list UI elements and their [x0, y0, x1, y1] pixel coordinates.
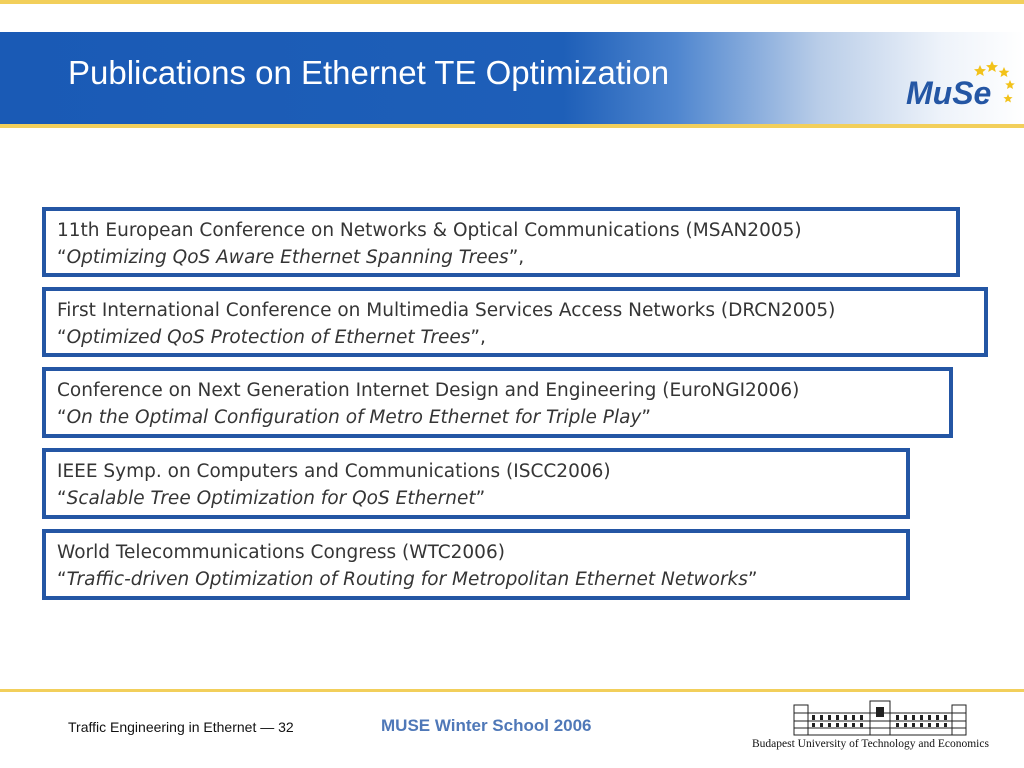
publication-title-line: “On the Optimal Configuration of Metro Ethernet for Triple Play” [57, 407, 651, 428]
publication-item [42, 367, 953, 438]
top-accent-line [0, 0, 1024, 4]
university-name: Budapest University of Technology and Economics [752, 738, 989, 750]
publication-suffix: ”, [508, 247, 525, 268]
publication-title-line: “Scalable Tree Optimization for QoS Ethernet” [57, 488, 486, 509]
publication-venue: First International Conference on Multimedia Services Access Networks (DRCN2005) [57, 300, 836, 321]
publication-item [42, 448, 910, 519]
publication-venue: IEEE Symp. on Computers and Communications (ISCC2006) [57, 461, 611, 482]
publication-title: Traffic-driven Optimization of Routing for Metropolitan Ethernet Networks [66, 569, 748, 590]
publication-venue: World Telecommunications Congress (WTC2006) [57, 542, 505, 563]
muse-logo [900, 52, 1020, 124]
publication-item [42, 529, 910, 600]
publication-title: Scalable Tree Optimization for QoS Ethernet [66, 488, 476, 509]
publication-title: Optimizing QoS Aware Ethernet Spanning Trees [66, 247, 509, 268]
publication-venue: Conference on Next Generation Internet Design and Engineering (EuroNGI2006) [57, 380, 800, 401]
footer-event: MUSE Winter School 2006 [381, 716, 592, 735]
publication-suffix: ” [747, 569, 758, 590]
publication-suffix: ”, [470, 327, 486, 348]
slide-title: Publications on Ethernet TE Optimization [68, 54, 670, 91]
publication-title-line: “Optimizing QoS Aware Ethernet Spanning Trees”, [57, 247, 525, 268]
publication-title: On the Optimal Configuration of Metro Ethernet for Triple Play [66, 407, 642, 428]
title-underline [0, 124, 1024, 128]
footer-topic-page: Traffic Engineering in Ethernet — 32 [68, 719, 294, 735]
publication-suffix: ” [475, 488, 486, 509]
logo-text: MuSe [906, 75, 992, 111]
footer-divider [0, 689, 1024, 692]
publication-title: Optimized QoS Protection of Ethernet Trees [66, 327, 471, 348]
publication-venue: 11th European Conference on Networks & Optical Communications (MSAN2005) [57, 220, 802, 241]
university-building-icon [790, 699, 970, 737]
publication-suffix: ” [641, 407, 651, 428]
publication-item [42, 287, 988, 357]
publication-title-line: “Optimized QoS Protection of Ethernet Trees”, [57, 327, 486, 348]
publication-title-line: “Traffic-driven Optimization of Routing for Metropolitan Ethernet Networks” [57, 569, 758, 590]
publication-item [42, 207, 960, 277]
